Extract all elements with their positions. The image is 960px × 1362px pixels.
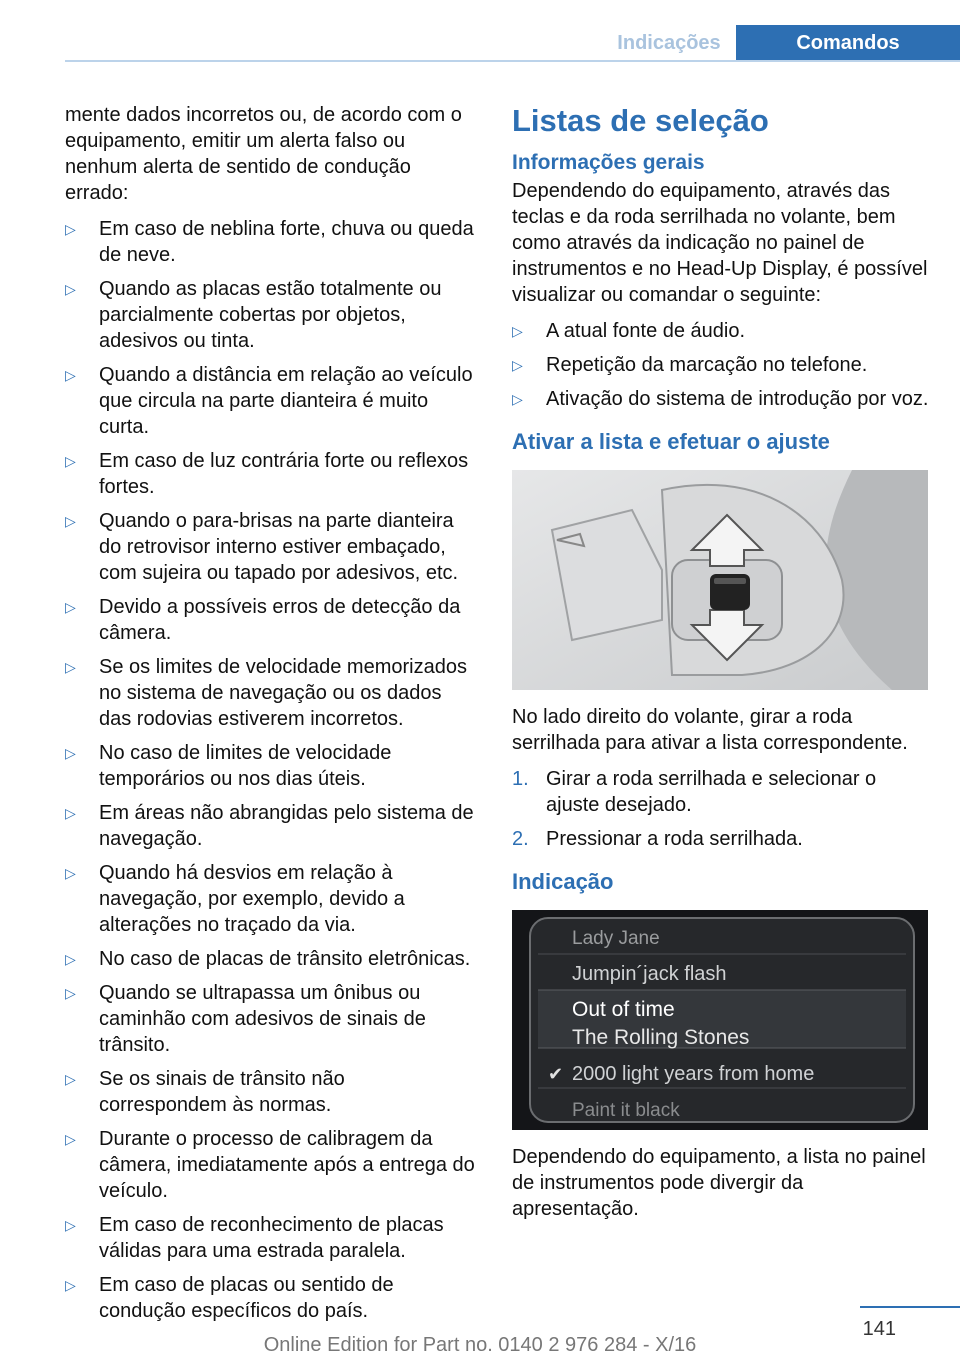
list-item: ▷ A atual fonte de áudio. [512,318,932,344]
features-list [512,318,932,412]
header-rule [65,60,960,62]
limitation-list [65,216,477,1324]
list-item: ▷ Quando o para-brisas na parte dianteira do retrovisor interno estiver embaçado, com sujeira ou tapado por adesivos, etc. [65,508,477,586]
display-item: Jumpin´jack flash [572,963,727,985]
list-item: ▷ Devido a possíveis erros de detecção da câmera. [65,594,477,646]
list-item [512,766,932,818]
display-note-paragraph: Dependendo do equipamento, a lista no painel de instrumentos pode divergir da apresentação. [512,1146,926,1220]
list-item: ▷ Ativação do sistema de introdução por voz. [512,386,932,412]
check-icon: ✔ [548,1064,564,1084]
list-item [512,826,932,852]
right-column [512,102,932,1232]
display-item-artist: The Rolling Stones [572,1026,750,1049]
page-number: 141 [862,1318,896,1340]
instrument-cluster-list-display [512,910,928,1130]
activate-list-paragraph: No lado direito do volante, girar a roda serrilhada para ativar a lista correspondente. [512,706,908,754]
list-item: ▷ No caso de placas de trânsito eletrônicas. [65,946,477,972]
list-item: ▷ Em caso de luz contrária forte ou reflexos fortes. [65,448,477,500]
list-item: ▷ Em caso de placas ou sentido de condução específicos do país. [65,1272,477,1324]
step-text: Pressionar a roda serrilhada. [546,828,803,850]
subsection-display: Indicação [512,869,614,894]
list-item: ▷ Quando se ultrapassa um ônibus ou caminhão com adesivos de sinais de trânsito. [65,980,477,1058]
steering-wheel-thumbwheel-illustration [512,470,928,690]
general-info-paragraph: Dependendo do equipamento, através das teclas e da roda serrilhada no volante, bem como através da indicação no painel de instrumentos e no Head-Up Display, é possível visualizar ou comandar o seguinte: [512,180,928,306]
intro-paragraph: mente dados incorretos ou, de acordo com o equipamento, emitir um alerta falso ou nenhum alerta de sentido de condução errado: [65,104,462,204]
step-text: Girar a roda serrilhada e selecionar o ajuste desejado. [546,768,877,816]
list-item: ▷ Em áreas não abrangidas pelo sistema de navegação. [65,800,477,852]
tab-comandos[interactable]: Comandos [736,25,960,61]
step-number: 1. [512,768,529,790]
display-item: Paint it black [572,1100,680,1121]
steps-list [512,766,932,852]
display-item-selected: Out of time [572,998,675,1021]
list-item: ▷ Durante o processo de calibragem da câmera, imediatamente após a entrega do veículo. [65,1126,477,1204]
edition-footer: Online Edition for Part no. 0140 2 976 284 - X/16 [263,1334,697,1356]
subsection-general-info: Informações gerais [512,151,705,174]
display-item: Lady Jane [572,928,660,949]
list-item: ▷ Se os sinais de trânsito não correspondem às normas. [65,1066,477,1118]
section-title: Listas de seleção [512,103,769,138]
left-column [65,102,477,1332]
list-item: ▷ Repetição da marcação no telefone. [512,352,932,378]
subsection-activate-list: Ativar a lista e efetuar o ajuste [512,429,830,454]
step-number: 2. [512,828,529,850]
list-item: ▷ Se os limites de velocidade memorizados no sistema de navegação ou os dados das rodovias estiverem incorretos. [65,654,477,732]
list-item: ▷ Em caso de neblina forte, chuva ou queda de neve. [65,216,477,268]
tab-indicacoes[interactable]: Indicações [617,32,721,54]
list-item: ▷ Quando as placas estão totalmente ou parcialmente cobertas por objetos, adesivos ou tinta. [65,276,477,354]
list-item: ▷ Em caso de reconhecimento de placas válidas para uma estrada paralela. [65,1212,477,1264]
list-item: ▷ Quando há desvios em relação à navegação, por exemplo, devido a alterações no traçado da via. [65,860,477,938]
list-item: ▷ Quando a distância em relação ao veículo que circula na parte dianteira é muito curta. [65,362,477,440]
list-item: ▷ No caso de limites de velocidade temporários ou nos dias úteis. [65,740,477,792]
display-item: 2000 light years from home [572,1063,815,1085]
page-number-rule [860,1306,960,1308]
